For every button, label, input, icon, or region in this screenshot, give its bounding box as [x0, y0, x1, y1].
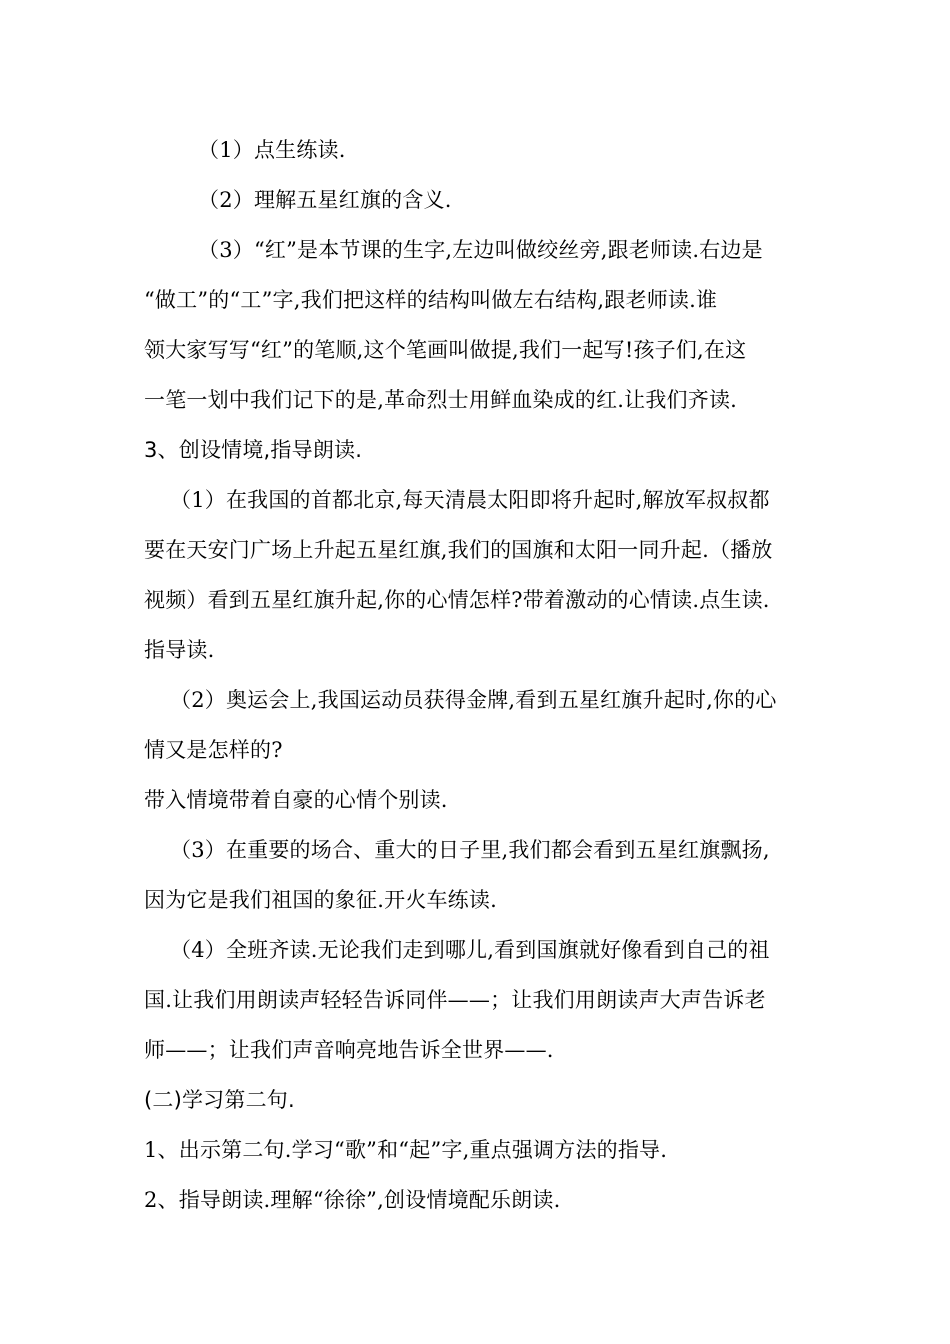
paragraph-line: 情又是怎样的?: [144, 738, 283, 762]
paragraph-line: 国.让我们用朗读声轻轻告诉同伴——；让我们用朗读声大声告诉老: [144, 988, 766, 1012]
paragraph-line: 带入情境带着自豪的心情个别读.: [144, 788, 448, 812]
paragraph-line: （4）全班齐读.无论我们走到哪儿,看到国旗就好像看到自己的祖: [170, 938, 770, 962]
paragraph-line: （2）奥运会上,我国运动员获得金牌,看到五星红旗升起时,你的心: [170, 688, 777, 712]
paragraph-line: 一笔一划中我们记下的是,革命烈士用鲜血染成的红.让我们齐读.: [144, 388, 738, 412]
paragraph-line: 因为它是我们祖国的象征.开火车练读.: [144, 888, 497, 912]
paragraph-line: 要在天安门广场上升起五星红旗,我们的国旗和太阳一同升起.（播放: [144, 538, 773, 562]
paragraph-line: 1、出示第二句.学习“歌”和“起”字,重点强调方法的指导.: [144, 1138, 668, 1162]
paragraph-line: 视频）看到五星红旗升起,你的心情怎样?带着激动的心情读.点生读.: [144, 588, 770, 612]
paragraph-line: （3）“红”是本节课的生字,左边叫做绞丝旁,跟老师读.右边是: [198, 238, 763, 262]
paragraph-line: 2、指导朗读.理解“徐徐”,创设情境配乐朗读.: [144, 1188, 561, 1212]
paragraph-line: 师——；让我们声音响亮地告诉全世界——.: [144, 1038, 554, 1062]
paragraph-line: （2）理解五星红旗的含义.: [198, 188, 452, 212]
paragraph-line: 领大家写写“红”的笔顺,这个笔画叫做提,我们一起写!孩子们,在这: [144, 338, 747, 362]
section-heading: (二)学习第二句.: [144, 1088, 295, 1112]
paragraph-line: “做工”的“工”字,我们把这样的结构叫做左右结构,跟老师读.谁: [144, 288, 718, 312]
paragraph-line: 指导读.: [144, 638, 215, 662]
paragraph-line: （3）在重要的场合、重大的日子里,我们都会看到五星红旗飘扬,: [170, 838, 770, 862]
paragraph-line: （1）点生练读.: [198, 138, 346, 162]
paragraph-line: （1）在我国的首都北京,每天清晨太阳即将升起时,解放军叔叔都: [170, 488, 770, 512]
section-heading: 3、创设情境,指导朗读.: [144, 438, 363, 462]
